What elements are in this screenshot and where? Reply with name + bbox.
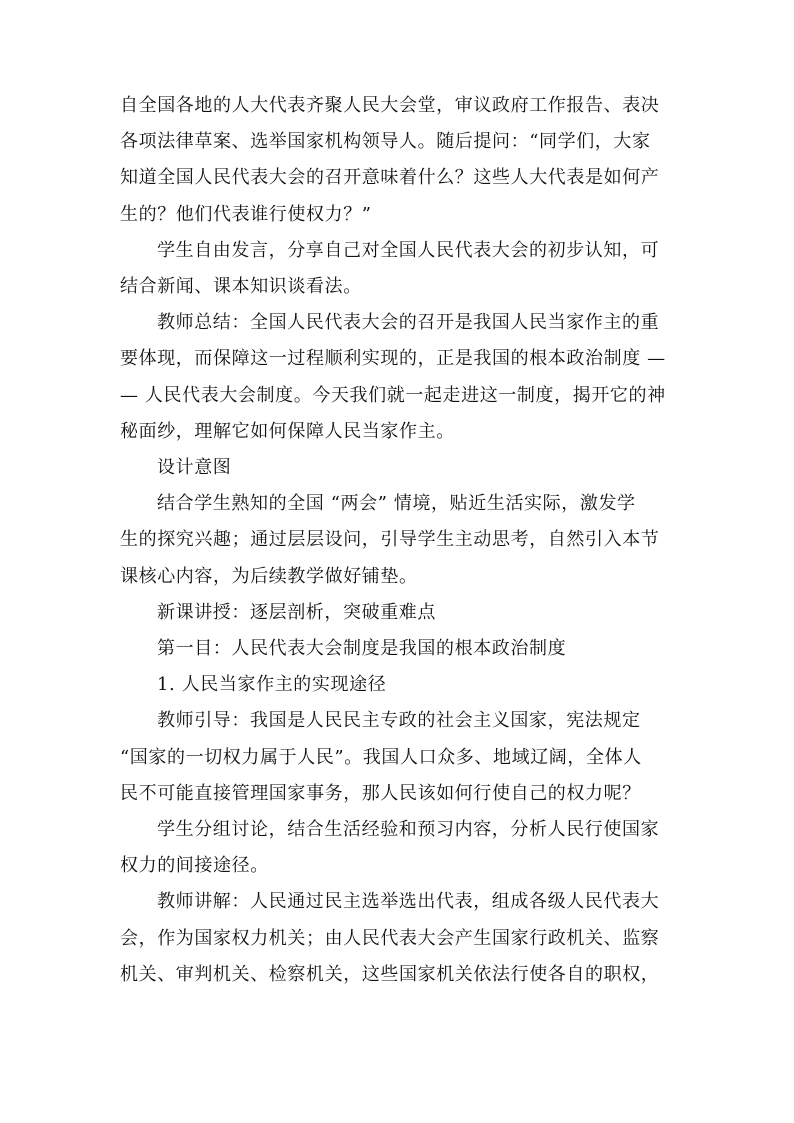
paragraph xyxy=(120,812,676,884)
paragraph xyxy=(120,703,676,812)
text-line: 学生自由发言，分享自己对全国人民代表大会的初步认知，可 xyxy=(157,239,660,261)
text-line: 权力的间接途径。 xyxy=(120,855,269,877)
text-line: 1. 人民当家作主的实现途径 xyxy=(157,674,387,696)
paragraph xyxy=(120,88,676,233)
text-line: 要体现，而保障这一过程顺利实现的，正是我国的根本政治制度 — xyxy=(120,348,666,370)
text-line: 第一目：人民代表大会制度是我国的根本政治制度 xyxy=(157,638,567,660)
text-line: 教师总结：全国人民代表大会的召开是我国人民当家作主的重 xyxy=(157,312,660,334)
text-line: 各项法律草案、选举国家机构领导人。随后提问：“同学们，大家 xyxy=(120,131,651,153)
paragraph xyxy=(120,305,676,450)
text-line: 课核心内容，为后续教学做好铺垫。 xyxy=(120,565,418,587)
paragraph xyxy=(120,486,676,595)
text-line: 知道全国人民代表大会的召开意味着什么？这些人大代表是如何产 xyxy=(120,167,660,189)
text-line: 新课讲授：逐层剖析，突破重难点 xyxy=(157,601,436,623)
text-line: — 人民代表大会制度。今天我们就一起走进这一制度，揭开它的神 xyxy=(120,384,666,406)
document-body xyxy=(120,88,676,993)
section-heading xyxy=(120,450,676,486)
text-line: 生的探究兴趣；通过层层设问，引导学生主动思考，自然引入本节 xyxy=(120,529,660,551)
text-line: 会，作为国家权力机关；由人民代表大会产生国家行政机关、监察 xyxy=(120,927,660,949)
text-line: 学生分组讨论，结合生活经验和预习内容，分析人民行使国家 xyxy=(157,819,660,841)
section-heading xyxy=(120,595,676,631)
text-line: 民不可能直接管理国家事务，那人民该如何行使自己的权力呢？ xyxy=(120,782,641,804)
text-line: “国家的一切权力属于人民”。我国人口众多、地域辽阔，全体人 xyxy=(120,746,642,768)
text-line: 结合学生熟知的全国 “两会” 情境，贴近生活实际，激发学 xyxy=(157,493,636,515)
text-line: 结合新闻、课本知识谈看法。 xyxy=(120,276,362,298)
text-line: 机关、审判机关、检察机关，这些国家机关依法行使各自的职权， xyxy=(120,963,660,985)
section-heading xyxy=(120,631,676,667)
section-heading xyxy=(120,667,676,703)
text-line: 自全国各地的人大代表齐聚人民大会堂，审议政府工作报告、表决 xyxy=(120,95,660,116)
paragraph xyxy=(120,884,676,993)
text-line: 秘面纱，理解它如何保障人民当家作主。 xyxy=(120,420,455,442)
text-line: 教师讲解：人民通过民主选举选出代表，组成各级人民代表大 xyxy=(157,891,660,913)
text-line: 教师引导：我国是人民民主专政的社会主义国家，宪法规定 xyxy=(157,710,641,732)
text-line: 生的？他们代表谁行使权力？” xyxy=(120,203,372,225)
text-line: 设计意图 xyxy=(157,457,232,479)
paragraph xyxy=(120,233,676,305)
